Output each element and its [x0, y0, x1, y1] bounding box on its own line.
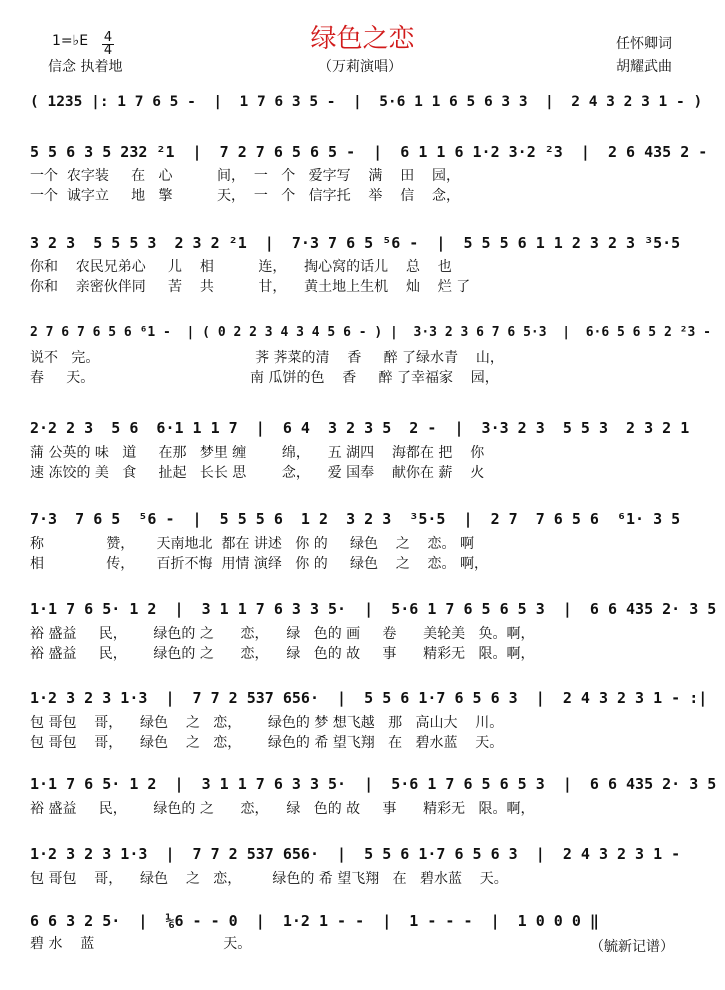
notation-line-11: 6 6 3 2 5· | ⅙6 - - 0 | 1·2 1 - - | 1 - - - | 1 0 0 0 ‖ [30, 912, 599, 930]
notation-line-6: 7·3 7 6 5 ⁵6 - | 5 5 5 6 1 2 3 2 3 ³5·5 | 2 7 7 6 5 6 ⁶1· 3 5 [30, 510, 681, 528]
lyric-line-8-verse-2: 包 哥包 哥， 绿色 之 恋， 绿色的 希 望飞翔 在 碧水蓝 天。 [30, 735, 504, 751]
key-signature: 1=♭E [52, 33, 89, 49]
lyric-line-7-verse-1: 裕 盛益 民， 绿色的 之 恋， 绿 色的 画 卷 美轮美 奂。啊， [30, 626, 535, 642]
lyric-line-4-verse-2: 春 天。 南 瓜饼的色 香 醉 了幸福家 园， [30, 370, 499, 386]
notation-line-9: 1·1 7 6 5· 1 2 | 3 1 1 7 6 3 3 5· | 5·6 1 7 6 5 6 5 3 | 6 6 435 2· 3 5 [30, 775, 717, 793]
notation-line-1: ( 1235 |: 1 7 6 5 - | 1 7 6 3 5 - | 5·6 1 1 6 5 6 3 3 | 2 4 3 2 3 1 - ) [30, 94, 703, 110]
time-signature [102, 32, 114, 57]
performer: （万莉演唱） [318, 59, 402, 75]
lyric-line-2-verse-1: 一个 农字装 在 心 间， 一 个 爱字写 满 田 园， [30, 168, 461, 184]
tempo-mood: 信念 执着地 [48, 59, 123, 75]
lyric-line-3-verse-2: 你和 亲密伙伴同 苦 共 甘， 黄土地上生机 灿 烂 了 [30, 279, 471, 295]
notation-line-3: 3 2 3 5 5 5 3 2 3 2 ²1 | 7·3 7 6 5 ⁵6 - | 5 5 5 6 1 1 2 3 2 3 ³5·5 [30, 234, 681, 252]
lyric-line-7-verse-2: 裕 盛益 民， 绿色的 之 恋， 绿 色的 故 事 精彩无 限。啊， [30, 646, 535, 662]
composer: 胡耀武曲 [616, 59, 672, 75]
notation-line-8: 1·2 3 2 3 1·3 | 7 7 2 537 656· | 5 5 6 1·7 6 5 6 3 | 2 4 3 2 3 1 - :| [30, 689, 708, 707]
lyric-line-6-verse-2: 相 传， 百折不悔 用情 演绎 你 的 绿色 之 恋。 啊， [30, 556, 489, 572]
lyric-line-2-verse-2: 一个 诚字立 地 擎 天， 一 个 信字托 举 信 念， [30, 188, 461, 204]
time-signature-top: 4 [103, 30, 113, 45]
lyric-line-8-verse-1: 包 哥包 哥， 绿色 之 恋， 绿色的 梦 想飞越 那 高山大 川。 [30, 715, 504, 731]
notation-line-4: 2 7 6 7 6 5 6 ⁶1 - | ( 0 2 2 3 4 3 4 5 6 - ) | 3·3 2 3 6 7 6 5·3 | 6·6 5 6 5 2 ²3 - [30, 325, 711, 340]
notation-line-2: 5 5 6 3 5 232 ²1 | 7 2 7 6 5 6 5 - | 6 1 1 6 1·2 3·2 ²3 | 2 6 435 2 - [30, 143, 708, 161]
notation-line-10: 1·2 3 2 3 1·3 | 7 7 2 537 656· | 5 5 6 1·7 6 5 6 3 | 2 4 3 2 3 1 - [30, 845, 681, 863]
lyric-line-4-verse-1: 说不 完。 荠 荠菜的清 香 醉 了绿水青 山， [30, 350, 504, 366]
transcriber: （毓新记谱） [590, 939, 674, 955]
lyric-line-5-verse-1: 蒲 公英的 味 道 在那 梦里 缠 绵， 五 湖四 海都在 把 你 [30, 445, 485, 461]
lyricist: 任怀卿词 [616, 36, 672, 52]
time-signature-bottom: 4 [103, 43, 113, 58]
song-title: 绿色之恋 [310, 24, 415, 54]
lyric-line-5-verse-2: 速 冻饺的 美 食 扯起 长长 思 念， 爱 国奉 献你在 薪 火 [30, 465, 485, 481]
lyric-line-10: 包 哥包 哥， 绿色 之 恋， 绿色的 希 望飞翔 在 碧水蓝 天。 [30, 871, 508, 887]
notation-line-7: 1·1 7 6 5· 1 2 | 3 1 1 7 6 3 3 5· | 5·6 1 7 6 5 6 5 3 | 6 6 435 2· 3 5 [30, 600, 717, 618]
lyric-line-6-verse-1: 称 赞， 天南地北 都在 讲述 你 的 绿色 之 恋。 啊 [30, 536, 475, 552]
lyric-line-11: 碧 水 蓝 天。 [30, 936, 252, 952]
lyric-line-9: 裕 盛益 民， 绿色的 之 恋， 绿 色的 故 事 精彩无 限。啊， [30, 801, 535, 817]
notation-line-5: 2·2 2 3 5 6 6·1 1 1 7 | 6 4 3 2 3 5 2 - | 3·3 2 3 5 5 3 2 3 2 1 [30, 419, 690, 437]
lyric-line-3-verse-1: 你和 农民兄弟心 儿 相 连， 掏心窝的话儿 总 也 [30, 259, 452, 275]
